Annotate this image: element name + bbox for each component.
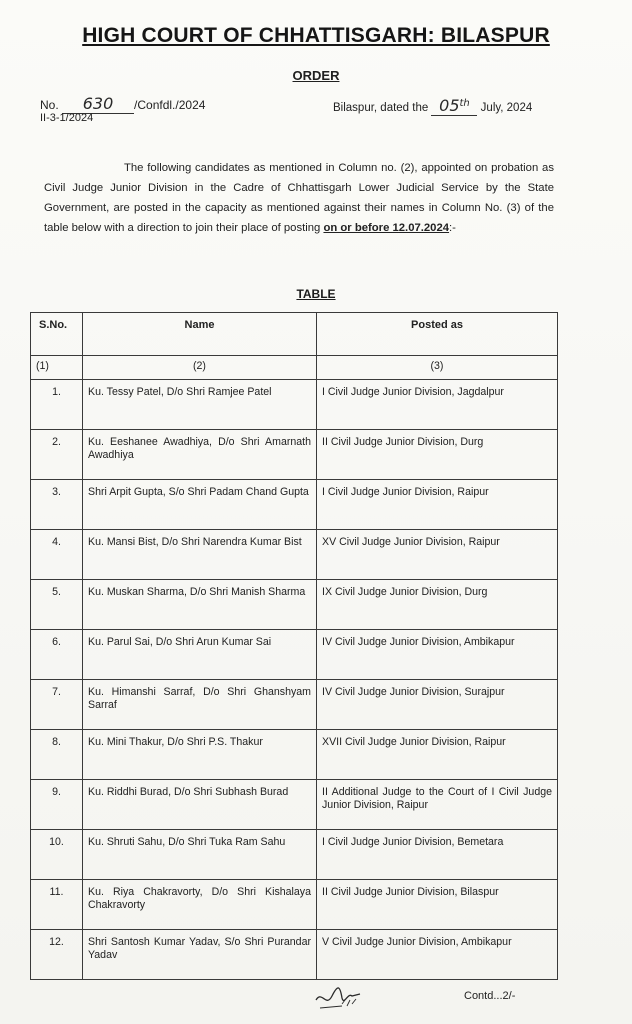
row-posted-as: II Civil Judge Junior Division, Bilaspur — [317, 880, 558, 930]
handwritten-signature-icon — [312, 978, 364, 1018]
row-sno: 3. — [31, 480, 83, 530]
order-paragraph — [44, 158, 554, 238]
date-line — [333, 96, 532, 116]
row-posted-as: II Civil Judge Junior Division, Durg — [317, 430, 558, 480]
date-day-suffix: th — [459, 98, 470, 110]
row-sno: 1. — [31, 380, 83, 430]
row-posted-as: IX Civil Judge Junior Division, Durg — [317, 580, 558, 630]
confdl-label: /Confdl./2024 — [134, 98, 206, 112]
row-name: Ku. Riddhi Burad, D/o Shri Subhash Burad — [83, 780, 317, 830]
table-row — [31, 630, 558, 680]
column-number-3: (3) — [317, 356, 558, 380]
date-place-label: Bilaspur, dated the — [333, 102, 429, 114]
table-row — [31, 680, 558, 730]
order-paragraph-text: The following candidates as mentioned in Column no. (2), appointed on probation as Civil Judge Junior Division in the Cadre of Chhattisgarh Lower Judicial Service by the State Government, are posted in the capacity as mentioned against their names in Column No. (3) of the table below with a direction to join their place of posting — [44, 162, 554, 234]
row-name: Shri Santosh Kumar Yadav, S/o Shri Purandar Yadav — [83, 930, 317, 980]
row-posted-as: I Civil Judge Junior Division, Jagdalpur — [317, 380, 558, 430]
row-posted-as: IV Civil Judge Junior Division, Ambikapur — [317, 630, 558, 680]
row-sno: 8. — [31, 730, 83, 780]
row-sno: 9. — [31, 780, 83, 830]
row-name: Ku. Riya Chakravorty, D/o Shri Kishalaya Chakravorty — [83, 880, 317, 930]
joining-deadline: on or before 12.07.2024 — [323, 222, 450, 234]
date-day-blank — [431, 96, 477, 116]
row-posted-as: IV Civil Judge Junior Division, Surajpur — [317, 680, 558, 730]
row-name: Ku. Mansi Bist, D/o Shri Narendra Kumar Bist — [83, 530, 317, 580]
row-posted-as: XVII Civil Judge Junior Division, Raipur — [317, 730, 558, 780]
row-name: Ku. Muskan Sharma, D/o Shri Manish Sharma — [83, 580, 317, 630]
table-row — [31, 380, 558, 430]
order-number-line — [40, 94, 205, 114]
row-sno: 10. — [31, 830, 83, 880]
row-posted-as: XV Civil Judge Junior Division, Raipur — [317, 530, 558, 580]
table-row — [31, 430, 558, 480]
continued-note: Contd...2/- — [464, 990, 516, 1002]
header-posted-as: Posted as — [317, 313, 558, 356]
table-row — [31, 730, 558, 780]
header-name: Name — [83, 313, 317, 356]
row-name: Ku. Himanshi Sarraf, D/o Shri Ghanshyam Sarraf — [83, 680, 317, 730]
order-heading: ORDER — [292, 68, 340, 83]
row-sno: 5. — [31, 580, 83, 630]
table-header-row — [31, 313, 558, 356]
row-name: Ku. Mini Thakur, D/o Shri P.S. Thakur — [83, 730, 317, 780]
table-row — [31, 930, 558, 980]
row-name: Shri Arpit Gupta, S/o Shri Padam Chand Gupta — [83, 480, 317, 530]
row-name: Ku. Parul Sai, D/o Shri Arun Kumar Sai — [83, 630, 317, 680]
row-posted-as: II Additional Judge to the Court of I Civil Judge Junior Division, Raipur — [317, 780, 558, 830]
row-sno: 12. — [31, 930, 83, 980]
order-number-value: 630 — [82, 94, 114, 113]
header-sno: S.No. — [31, 313, 83, 356]
row-posted-as: I Civil Judge Junior Division, Raipur — [317, 480, 558, 530]
court-title: HIGH COURT OF CHHATTISGARH: BILASPUR — [82, 24, 550, 47]
deadline-suffix: :- — [449, 222, 456, 234]
table-row — [31, 580, 558, 630]
table-row — [31, 880, 558, 930]
posting-table — [30, 312, 558, 980]
row-sno: 2. — [31, 430, 83, 480]
row-sno: 11. — [31, 880, 83, 930]
table-row — [31, 830, 558, 880]
row-name: Ku. Shruti Sahu, D/o Shri Tuka Ram Sahu — [83, 830, 317, 880]
row-posted-as: I Civil Judge Junior Division, Bemetara — [317, 830, 558, 880]
table-heading: TABLE — [296, 287, 336, 301]
file-reference: II-3-1/2024 — [40, 112, 94, 124]
column-number-row — [31, 356, 558, 380]
column-number-2: (2) — [83, 356, 317, 380]
table-row — [31, 480, 558, 530]
row-name: Ku. Tessy Patel, D/o Shri Ramjee Patel — [83, 380, 317, 430]
row-name: Ku. Eeshanee Awadhiya, D/o Shri Amarnath Awadhiya — [83, 430, 317, 480]
column-number-1: (1) — [31, 356, 83, 380]
date-month-year: July, 2024 — [480, 102, 533, 114]
date-day-value: 05 — [439, 96, 460, 115]
row-sno: 4. — [31, 530, 83, 580]
row-sno: 6. — [31, 630, 83, 680]
row-posted-as: V Civil Judge Junior Division, Ambikapur — [317, 930, 558, 980]
row-sno: 7. — [31, 680, 83, 730]
table-row — [31, 780, 558, 830]
table-row — [31, 530, 558, 580]
order-number-blank — [62, 94, 134, 114]
order-number-label: No. — [40, 98, 59, 112]
